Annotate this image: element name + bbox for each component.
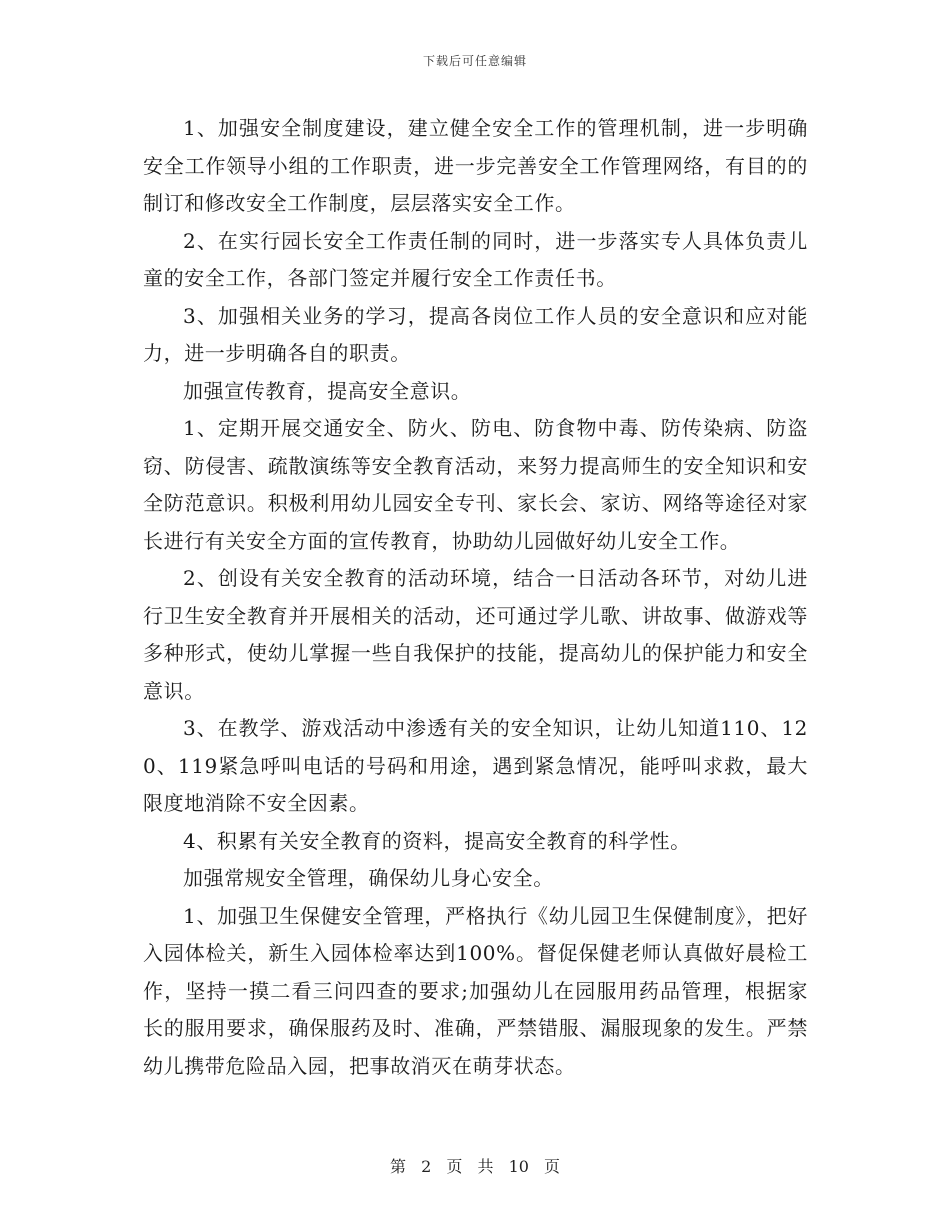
paragraph-2: 2、在实行园长安全工作责任制的同时，进一步落实专人具体负责儿童的安全工作，各部门签定并履行安全工作责任书。: [143, 228, 808, 290]
footer-page-word: 页: [446, 1157, 463, 1176]
paragraph-8: 1、加强卫生保健安全管理，严格执行《幼儿园卫生保健制度》，把好入园体检关，新生入园体检率达到100%。督促保健老师认真做好晨检工作，坚持一摸二看三问四查的要求;加强幼儿在园服用药品管理，根据家长的服用要求，确保服药及时、准确，严禁错服、漏服现象的发生。严禁幼儿携带危险品入园，把事故消灭在萌芽状态。: [143, 903, 808, 1078]
paragraph-4: 1、定期开展交通安全、防火、防电、防食物中毒、防传染病、防盗窃、防侵害、疏散演练等安全教育活动，来努力提高师生的安全知识和安全防范意识。积极利用幼儿园安全专刊、家长会、家访、网络等途径对家长进行有关安全方面的宣传教育，协助幼儿园做好幼儿安全工作。: [143, 416, 808, 553]
section-heading-management: 加强常规安全管理，确保幼儿身心安全。: [183, 866, 554, 890]
footer-total-word: 共: [477, 1157, 494, 1176]
document-body: [143, 110, 808, 1085]
paragraph-6: 3、在教学、游戏活动中渗透有关的安全知识，让幼儿知道110、120、119紧急呼叫电话的号码和用途，遇到紧急情况，能呼叫求救，最大限度地消除不安全因素。: [143, 716, 808, 815]
paragraph-1: 1、加强安全制度建设，建立健全安全工作的管理机制，进一步明确安全工作领导小组的工作职责，进一步完善安全工作管理网络，有目的的制订和修改安全工作制度，层层落实安全工作。: [143, 116, 808, 215]
section-heading-publicity: 加强宣传教育，提高安全意识。: [183, 378, 472, 403]
paragraph-7: 4、积累有关安全教育的资料，提高安全教育的科学性。: [183, 828, 691, 853]
page-header: 下载后可任意编辑: [422, 54, 527, 68]
footer-current-page: 2: [421, 1157, 432, 1176]
footer-suffix: 页: [544, 1157, 561, 1176]
footer-prefix: 第: [389, 1157, 406, 1176]
footer-total-pages: 10: [508, 1157, 529, 1176]
page-footer: [0, 1154, 950, 1177]
paragraph-5: 2、创设有关安全教育的活动环境，结合一日活动各环节，对幼儿进行卫生安全教育并开展相关的活动，还可通过学儿歌、讲故事、做游戏等多种形式，使幼儿掌握一些自我保护的技能，提高幼儿的保护能力和安全意识。: [143, 566, 808, 703]
paragraph-3: 3、加强相关业务的学习，提高各岗位工作人员的安全意识和应对能力，进一步明确各自的职责。: [143, 303, 808, 365]
